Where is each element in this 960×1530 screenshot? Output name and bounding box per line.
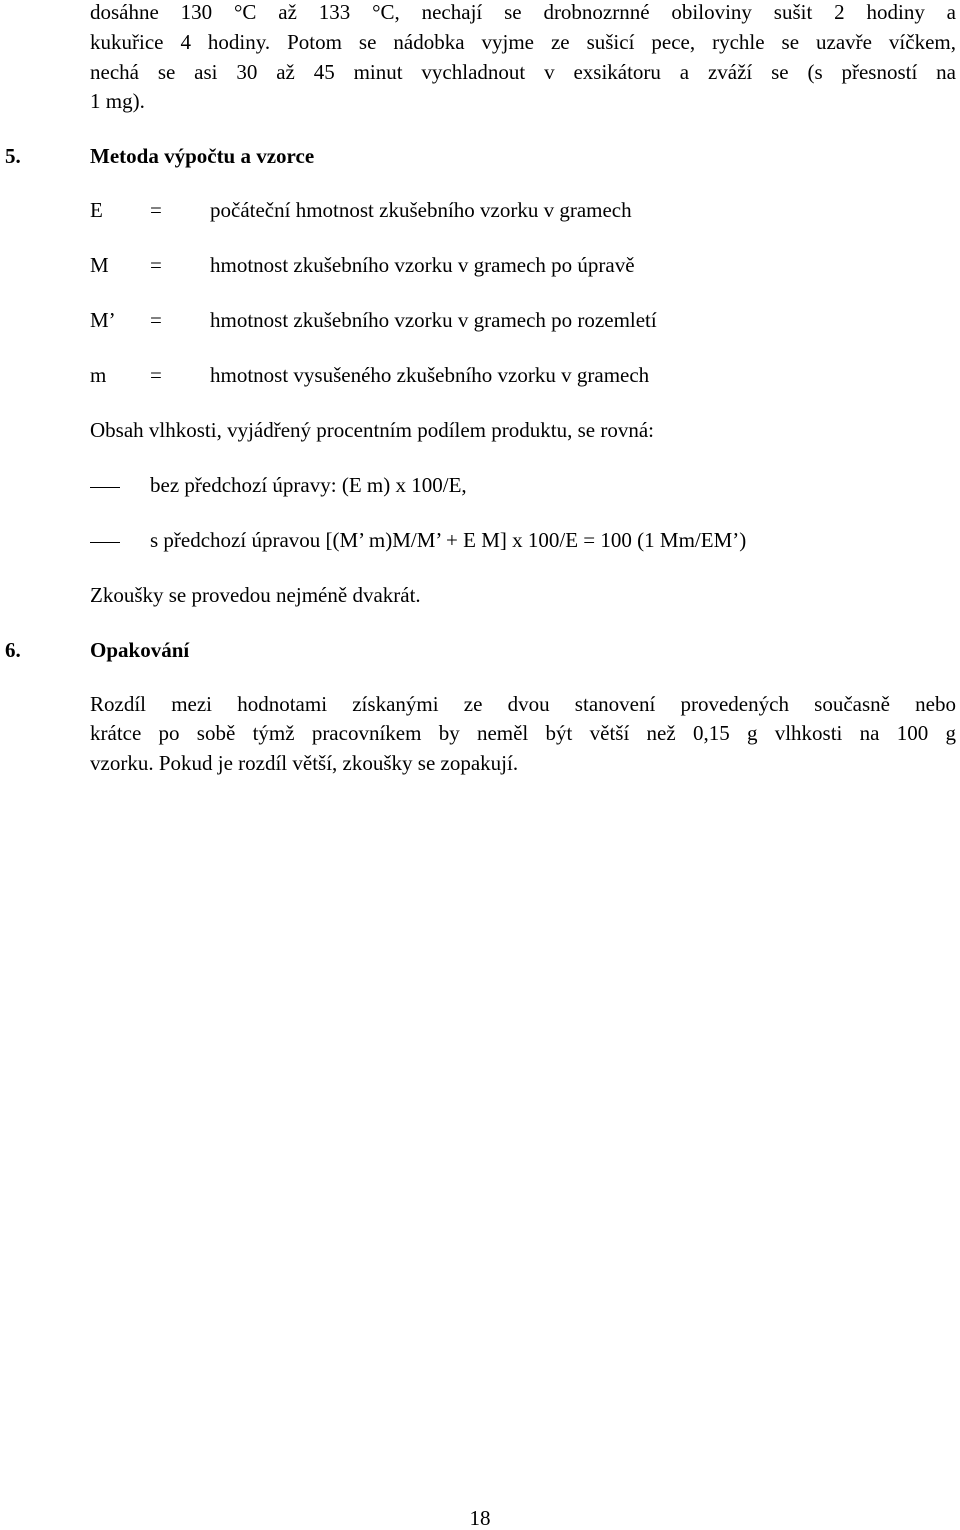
dash-bullet-icon [90, 487, 120, 488]
definition-text: počáteční hmotnost zkušebního vzorku v gramech [210, 198, 632, 222]
definition-symbol: m [90, 363, 107, 387]
intro-line-3: nechá se asi 30 až 45 minut vychladnout v exsikátoru a zváží se (s přesností na [90, 60, 956, 84]
definition-equals: = [150, 198, 162, 222]
note-text: Zkoušky se provedou nejméně dvakrát. [90, 583, 421, 607]
definition-symbol: E [90, 198, 103, 222]
definition-symbol: M’ [90, 308, 116, 332]
intro-line-1: dosáhne 130 °C až 133 °C, nechají se drobnozrnné obiloviny sušit 2 hodiny a [90, 0, 956, 24]
section-5-number: 5. [5, 144, 21, 168]
definition-equals: = [150, 308, 162, 332]
definition-equals: = [150, 253, 162, 277]
intro-line-2: kukuřice 4 hodiny. Potom se nádobka vyjme ze sušicí pece, rychle se uzavře víčkem, [90, 30, 956, 54]
intro-line-4: 1 mg). [90, 89, 145, 113]
section-6-line-1: Rozdíl mezi hodnotami získanými ze dvou stanovení provedených současně nebo [90, 692, 956, 716]
section-6-line-2: krátce po sobě týmž pracovníkem by neměl být větší než 0,15 g vlhkosti na 100 g [90, 721, 956, 745]
formula-intro: Obsah vlhkosti, vyjádřený procentním podílem produktu, se rovná: [90, 418, 654, 442]
section-5-title: Metoda výpočtu a vzorce [90, 144, 315, 168]
section-6-number: 6. [5, 638, 21, 662]
formula-text: s předchozí úpravou [(M’ m)M/M’ + E M] x 100/E = 100 (1 Mm/EM’) [150, 528, 747, 552]
definition-equals: = [150, 363, 162, 387]
section-6-line-3: vzorku. Pokud je rozdíl větší, zkoušky se zopakují. [90, 751, 519, 775]
definition-text: hmotnost vysušeného zkušebního vzorku v gramech [210, 363, 650, 387]
formula-text: bez předchozí úpravy: (E m) x 100/E, [150, 473, 467, 497]
definition-text: hmotnost zkušebního vzorku v gramech po úpravě [210, 253, 635, 277]
section-6-title: Opakování [90, 638, 190, 662]
page-number: 18 [469, 1506, 491, 1530]
definition-symbol: M [90, 253, 109, 277]
dash-bullet-icon [90, 542, 120, 543]
definition-text: hmotnost zkušebního vzorku v gramech po rozemletí [210, 308, 657, 332]
